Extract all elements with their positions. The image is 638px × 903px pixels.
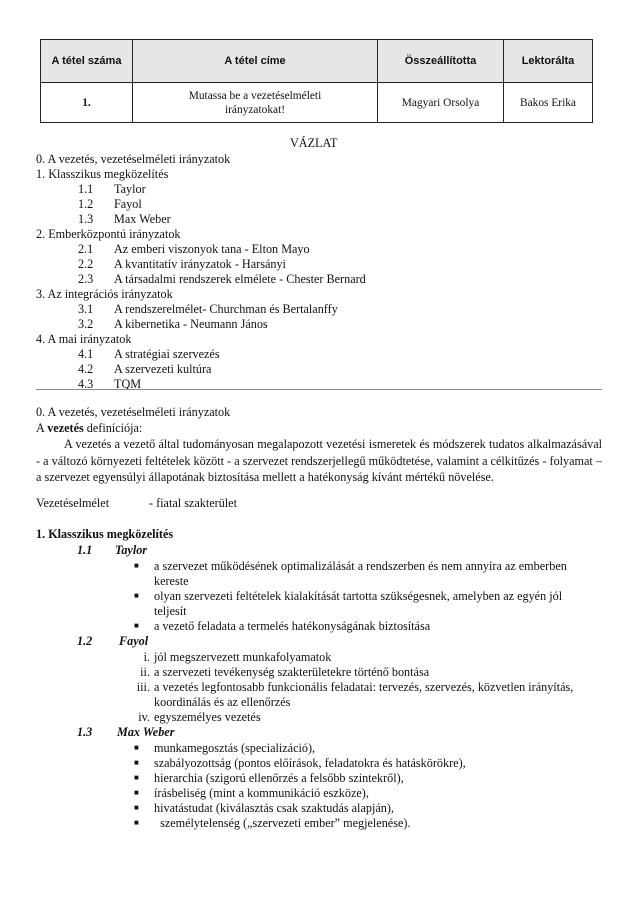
cell-number: 1.	[41, 83, 133, 123]
header-table	[40, 39, 593, 123]
outline-item-text: A kvantitatív irányzatok - Harsányi	[114, 257, 286, 271]
weber-bullet: írásbeliség (mint a kommunikáció eszköze),	[154, 786, 369, 800]
section1-heading: 1. Klasszikus megközelítés	[36, 527, 174, 541]
outline-item-text: A stratégiai szervezés	[114, 347, 220, 361]
header-cell-author: Összeállította	[378, 40, 504, 83]
outline-section: 2. Emberközpontú irányzatok	[36, 227, 181, 241]
cell-title-line2: irányzatokat!	[224, 103, 286, 116]
outline-item-text: Max Weber	[114, 212, 171, 226]
outline-item-text: A társadalmi rendszerek elmélete - Chester Bernard	[114, 272, 366, 286]
outline-item-text: Taylor	[114, 182, 146, 196]
fayol-item-2: a szervezeti tevékenység szakterületekre történő bontása	[154, 665, 430, 679]
outline-item-number: 2.1	[78, 242, 94, 256]
outline-item-text: A szervezeti kultúra	[114, 362, 212, 376]
definition-suffix: definíciója:	[83, 421, 143, 435]
note-value: - fiatal szakterület	[149, 496, 237, 510]
weber-bullet: hivatástudat (kiválasztás csak szaktudás alapján),	[154, 801, 394, 815]
definition-paragraph: A vezetés a vezető által tudományosan megalapozott vezetési ismeretek és módszerek tudatos alkalmazásával - a változó környezeti feltételek között - a szervezet rendszerjellegű működtetése, valamint a célkitűzés - folyamat – a szervezet egyensúlyi állapotának biztosítása mellett a hatékonyság kívánt mértékű növelése.	[36, 437, 602, 484]
section0-heading: 0. A vezetés, vezetéselméleti irányzatok	[36, 405, 231, 419]
header-cell-reviewer: Lektorálta	[504, 40, 593, 83]
bullet-icon: ■	[134, 591, 139, 600]
bullet-icon: ■	[134, 743, 139, 752]
note-label: Vezetéselmélet	[36, 496, 110, 510]
bullet-icon: ■	[134, 758, 139, 767]
outline-item-number: 3.1	[78, 302, 94, 316]
outline-item-number: 4.1	[78, 347, 94, 361]
divider	[36, 389, 602, 390]
fayol-roman-3: iii.	[136, 680, 150, 694]
weber-bullet: hierarchia (szigorú ellenőrzés a felsőbb szintekről),	[154, 771, 404, 785]
outline-section: 4. A mai irányzatok	[36, 332, 132, 346]
bullet-icon: ■	[134, 621, 139, 630]
taylor-name: Taylor	[115, 543, 148, 557]
fayol-item-1: jól megszervezett munkafolyamatok	[154, 650, 332, 664]
outline-item-number: 1.1	[78, 182, 94, 196]
outline-item-text: A kibernetika - Neumann János	[114, 317, 268, 331]
header-cell-title: A tétel címe	[133, 40, 378, 83]
outline-title: VÁZLAT	[290, 136, 338, 150]
fayol-item-3-line2: koordinálás és az ellenőrzés	[154, 695, 291, 709]
definition-prefix: A	[36, 421, 48, 435]
outline-section: 1. Klasszikus megközelítés	[36, 167, 169, 181]
definition-label	[36, 421, 142, 435]
taylor-bullet-2-line1: olyan szervezeti feltételek kialakítását tartotta szükségesnek, amelyben az egyén jól	[154, 589, 563, 603]
bullet-icon: ■	[134, 561, 139, 570]
weber-num: 1.3	[77, 725, 93, 739]
cell-reviewer: Bakos Erika	[504, 83, 593, 123]
taylor-bullet-3: a vezető feladata a termelés hatékonyságának biztosítása	[154, 619, 431, 633]
outline-item-number: 1.2	[78, 197, 94, 211]
fayol-roman-2: ii.	[140, 665, 150, 679]
bullet-icon: ■	[134, 818, 139, 827]
header-cell-number: A tétel száma	[41, 40, 133, 83]
fayol-item-3-line1: a vezetés legfontosabb funkcionális feladatai: tervezés, szervezés, közvetlen irányítás,	[154, 680, 574, 694]
cell-title-line1: Mutassa be a vezetéselméleti	[188, 89, 322, 102]
bullet-icon: ■	[134, 773, 139, 782]
outline-item-text: A rendszerelmélet- Churchman és Bertalanffy	[114, 302, 338, 316]
weber-name: Max Weber	[117, 725, 175, 739]
fayol-name: Fayol	[119, 634, 149, 648]
definition-bold: vezetés	[47, 421, 84, 435]
taylor-num: 1.1	[77, 543, 93, 557]
fayol-item-4: egyszemélyes vezetés	[154, 710, 261, 724]
fayol-roman-1: i.	[143, 650, 150, 664]
fayol-roman-4: iv.	[138, 710, 150, 724]
outline-item-text: Az emberi viszonyok tana - Elton Mayo	[114, 242, 310, 256]
fayol-num: 1.2	[77, 634, 93, 648]
outline-item-number: 4.3	[78, 377, 94, 391]
bullet-icon: ■	[134, 788, 139, 797]
taylor-bullet-1-line1: a szervezet működésének optimalizálását a rendszerben és nem annyira az emberben	[154, 559, 567, 573]
outline-item-number: 1.3	[78, 212, 94, 226]
outline-item-text: TQM	[114, 377, 142, 391]
taylor-bullet-2-line2: teljesít	[154, 604, 187, 618]
weber-bullet: munkamegosztás (specializáció),	[154, 741, 316, 755]
outline-item-number: 2.3	[78, 272, 94, 286]
outline-item-number: 4.2	[78, 362, 94, 376]
taylor-bullet-1-line2: kereste	[154, 574, 189, 588]
outline-section: 3. Az integrációs irányzatok	[36, 287, 173, 301]
outline-item-text: Fayol	[114, 197, 142, 211]
weber-bullet: szabályozottság (pontos előírások, feladatokra és hatáskörökre),	[154, 756, 466, 770]
weber-bullet: személytelenség („szervezeti ember” megjelenése).	[154, 816, 411, 830]
outline-item-number: 3.2	[78, 317, 94, 331]
bullet-icon: ■	[134, 803, 139, 812]
outline-section: 0. A vezetés, vezetéselméleti irányzatok	[36, 152, 231, 166]
cell-title	[133, 83, 378, 123]
outline-item-number: 2.2	[78, 257, 94, 271]
cell-author: Magyari Orsolya	[378, 83, 504, 123]
